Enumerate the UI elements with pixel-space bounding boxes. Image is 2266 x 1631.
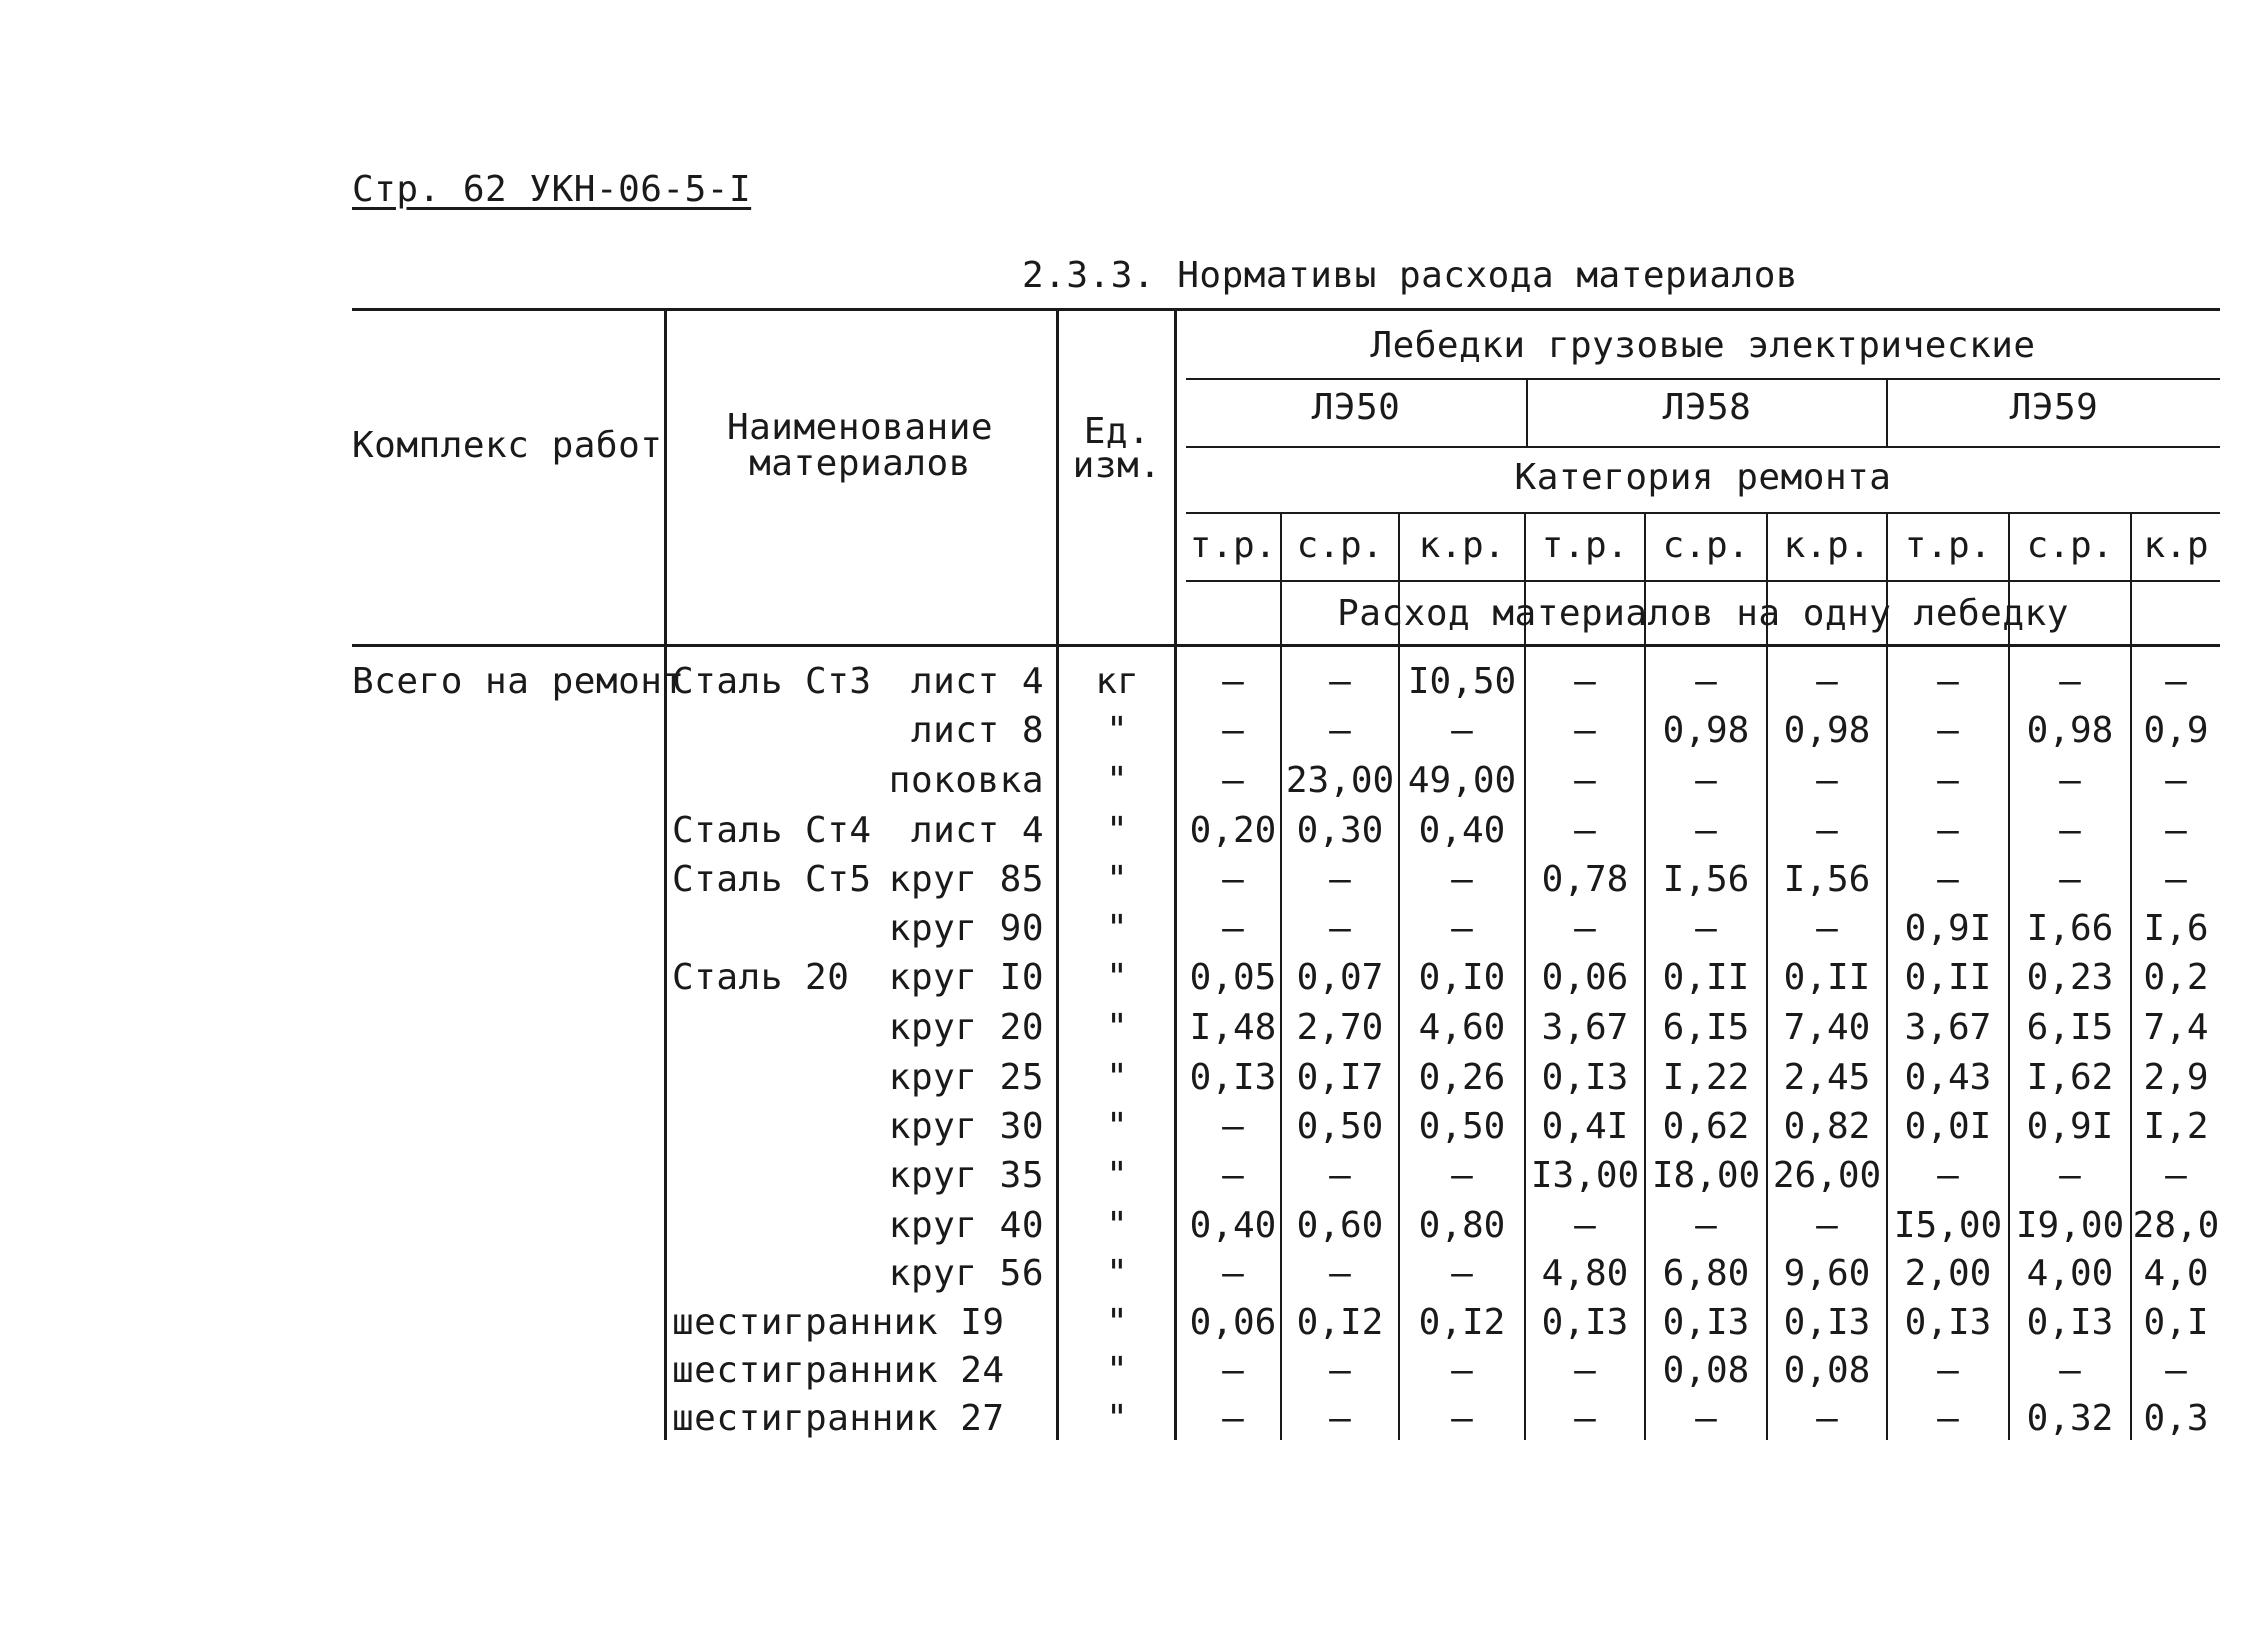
row-value: 2,9 (2143, 1057, 2209, 1098)
row-value: – (1451, 859, 1473, 900)
row-value: 3,67 (1541, 1007, 1629, 1048)
row-value: – (1574, 1205, 1596, 1246)
row-material: шестигранник 27 (672, 1398, 1005, 1439)
row-value: 0,30 (1296, 810, 1384, 851)
header-bottom-rule (352, 644, 2220, 647)
row-value: – (1937, 710, 1959, 751)
row-value: 7,40 (1783, 1007, 1871, 1048)
row-value: – (1695, 1205, 1717, 1246)
category-1: т.р. (1189, 525, 1277, 566)
model-le50: ЛЭ50 (1311, 387, 1401, 428)
row-value: 0,3 (2143, 1398, 2209, 1439)
row-value: – (1937, 760, 1959, 801)
row-value: 0,06 (1541, 957, 1629, 998)
row-material: Сталь Ст4 (672, 810, 872, 851)
row-value: – (1451, 908, 1473, 949)
row-size: круг 35 (888, 1155, 1044, 1196)
row-value: – (1451, 1350, 1473, 1391)
row-value: – (2165, 810, 2187, 851)
row-value: – (1574, 760, 1596, 801)
row-unit: " (1106, 760, 1128, 801)
row-value: 6,80 (1662, 1253, 1750, 1294)
category-4: т.р. (1541, 525, 1629, 566)
row-material: шестигранник 24 (672, 1350, 1005, 1391)
row-value: – (1329, 661, 1351, 702)
row-value: – (1574, 908, 1596, 949)
row-value: 0,2 (2143, 957, 2209, 998)
category-title-rule (1186, 512, 2220, 514)
row-unit: " (1106, 1007, 1128, 1048)
col-header-material-2: материалов (749, 443, 971, 484)
row-value: – (1937, 810, 1959, 851)
row-size: лист 4 (910, 661, 1044, 702)
row-value: 0,23 (2026, 957, 2114, 998)
row-unit: " (1106, 1302, 1128, 1343)
row-value: I,56 (1662, 859, 1750, 900)
row-value: – (2059, 1350, 2081, 1391)
group-title: Лебедки грузовые электрические (1370, 325, 2036, 366)
category-6: к.р. (1783, 525, 1871, 566)
row-unit: " (1106, 859, 1128, 900)
row-value: 0,I (2143, 1302, 2209, 1343)
row-value: 2,00 (1904, 1253, 1992, 1294)
row-value: – (1329, 1155, 1351, 1196)
group-header-rule (1186, 378, 2220, 380)
row-material: Сталь Ст5 (672, 859, 872, 900)
row-value: 0,I3 (2026, 1302, 2114, 1343)
row-value: 0,40 (1418, 810, 1506, 851)
category-2: с.р. (1296, 525, 1384, 566)
row-size: круг 56 (888, 1253, 1044, 1294)
col-divider-material (1056, 308, 1059, 1440)
row-value: I,6 (2143, 908, 2209, 949)
row-value: 0,I3 (1541, 1302, 1629, 1343)
row-value: – (1222, 1398, 1244, 1439)
row-value: 0,0I (1904, 1106, 1992, 1147)
row-value: – (2059, 859, 2081, 900)
row-size: круг 90 (888, 908, 1044, 949)
row-value: 6,I5 (1662, 1007, 1750, 1048)
row-value: 0,07 (1296, 957, 1384, 998)
row-value: – (1329, 859, 1351, 900)
row-value: 0,05 (1189, 957, 1277, 998)
row-value: – (1329, 908, 1351, 949)
row-value: 0,II (1904, 957, 1992, 998)
row-value: – (1816, 1205, 1838, 1246)
row-value: I,62 (2026, 1057, 2114, 1098)
row-unit: " (1106, 1253, 1128, 1294)
category-rule (1186, 580, 2220, 582)
row-value: – (1816, 908, 1838, 949)
row-value: 0,I2 (1418, 1302, 1506, 1343)
row-value: – (1695, 810, 1717, 851)
row-size: поковка (888, 760, 1044, 801)
row-value: 2,70 (1296, 1007, 1384, 1048)
row-size: лист 8 (910, 710, 1044, 751)
row-value: – (1695, 908, 1717, 949)
row-material: шестигранник I9 (672, 1302, 1005, 1343)
row-value: – (1329, 1253, 1351, 1294)
row-value: 0,I3 (1783, 1302, 1871, 1343)
row-value: – (1574, 1350, 1596, 1391)
row-material: Сталь 20 (672, 957, 850, 998)
row-value: – (1937, 661, 1959, 702)
row-unit: " (1106, 1205, 1128, 1246)
row-value: I,2 (2143, 1106, 2209, 1147)
row-value: 0,98 (1783, 710, 1871, 751)
row-value: – (1574, 710, 1596, 751)
row-value: – (1816, 810, 1838, 851)
row-value: I,22 (1662, 1057, 1750, 1098)
row-value: – (1695, 760, 1717, 801)
row-value: – (1816, 760, 1838, 801)
row-size: лист 4 (910, 810, 1044, 851)
row-value: 49,00 (1407, 760, 1517, 801)
model-le58: ЛЭ58 (1662, 387, 1752, 428)
row-value: 0,26 (1418, 1057, 1506, 1098)
page-edge-mask (2220, 290, 2266, 1490)
row-value: – (1937, 859, 1959, 900)
row-unit: " (1106, 1106, 1128, 1147)
row-value: 0,60 (1296, 1205, 1384, 1246)
row-value: 0,I3 (1541, 1057, 1629, 1098)
category-5: с.р. (1662, 525, 1750, 566)
row-value: I5,00 (1893, 1205, 2003, 1246)
row-value: – (2059, 810, 2081, 851)
row-unit: " (1106, 810, 1128, 851)
row-value: 3,67 (1904, 1007, 1992, 1048)
row-value: 0,I7 (1296, 1057, 1384, 1098)
row-value: 0,II (1783, 957, 1871, 998)
row-value: 0,78 (1541, 859, 1629, 900)
row-value: I3,00 (1530, 1155, 1640, 1196)
row-value: 0,62 (1662, 1106, 1750, 1147)
row-value: – (2059, 760, 2081, 801)
row-value: – (1222, 760, 1244, 801)
row-value: – (1451, 1253, 1473, 1294)
row-unit: " (1106, 1398, 1128, 1439)
table-top-rule (352, 308, 2220, 311)
row-value: – (2059, 1155, 2081, 1196)
row-value: – (1222, 710, 1244, 751)
consumption-title: Расход материалов на одну лебедку (1337, 593, 2069, 634)
row-value: – (1222, 908, 1244, 949)
row-value: 4,80 (1541, 1253, 1629, 1294)
page-header: Стр. 62 УКН-06-5-I (352, 169, 752, 210)
row-value: I9,00 (2015, 1205, 2125, 1246)
row-value: 0,20 (1189, 810, 1277, 851)
row-value: – (1937, 1350, 1959, 1391)
row-value: 0,4I (1541, 1106, 1629, 1147)
row-unit: " (1106, 1155, 1128, 1196)
row-unit: " (1106, 957, 1128, 998)
model-rule (1186, 446, 2220, 448)
row-value: 0,I3 (1189, 1057, 1277, 1098)
category-3: к.р. (1418, 525, 1506, 566)
row-value: – (1451, 710, 1473, 751)
row-value: I,48 (1189, 1007, 1277, 1048)
row-value: – (1451, 1155, 1473, 1196)
table-title: 2.3.3. Нормативы расхода материалов (1022, 255, 1799, 296)
row-value: 0,82 (1783, 1106, 1871, 1147)
col-header-complex: Комплекс работ (352, 425, 663, 466)
row-value: – (1222, 1155, 1244, 1196)
col-header-material-1: Наименование (726, 407, 994, 448)
col-header-unit-2: изм. (1072, 445, 1162, 486)
col-divider-unit (1174, 308, 1177, 1440)
row-value: 9,60 (1783, 1253, 1871, 1294)
row-value: – (1937, 1398, 1959, 1439)
category-7: т.р. (1904, 525, 1992, 566)
row-value: 0,43 (1904, 1057, 1992, 1098)
row-value: 0,98 (1662, 710, 1750, 751)
row-value: – (1329, 1398, 1351, 1439)
row-value: 0,40 (1189, 1205, 1277, 1246)
row-value: 0,9I (2026, 1106, 2114, 1147)
row-value: 0,I3 (1904, 1302, 1992, 1343)
row-value: 0,50 (1418, 1106, 1506, 1147)
row-value: – (2059, 661, 2081, 702)
row-size: круг 85 (888, 859, 1044, 900)
row-value: 0,I3 (1662, 1302, 1750, 1343)
row-value: – (2165, 1350, 2187, 1391)
row-value: – (1574, 1398, 1596, 1439)
row-value: 0,32 (2026, 1398, 2114, 1439)
row-value: – (1329, 710, 1351, 751)
row-value: 4,0 (2143, 1253, 2209, 1294)
col-divider-complex (664, 308, 667, 1440)
row-size: круг 25 (888, 1057, 1044, 1098)
row-value: 0,06 (1189, 1302, 1277, 1343)
row-size: круг 20 (888, 1007, 1044, 1048)
complex-value: Всего на ремонт (352, 661, 685, 702)
row-value: – (1816, 661, 1838, 702)
row-value: I,66 (2026, 908, 2114, 949)
row-value: – (1222, 1106, 1244, 1147)
row-value: 0,50 (1296, 1106, 1384, 1147)
row-value: – (1816, 1398, 1838, 1439)
row-value: – (1695, 661, 1717, 702)
row-value: 0,80 (1418, 1205, 1506, 1246)
row-value: – (1329, 1350, 1351, 1391)
row-value: – (1451, 1398, 1473, 1439)
category-title: Категория ремонта (1514, 457, 1892, 498)
row-value: 0,I0 (1418, 957, 1506, 998)
row-size: круг I0 (888, 957, 1044, 998)
row-value: – (1222, 1253, 1244, 1294)
row-value: – (1937, 1155, 1959, 1196)
row-value: – (2165, 859, 2187, 900)
row-value: – (1222, 661, 1244, 702)
row-value: 7,4 (2143, 1007, 2209, 1048)
row-value: 23,00 (1285, 760, 1395, 801)
row-value: – (1222, 1350, 1244, 1391)
row-value: 0,9I (1904, 908, 1992, 949)
row-value: 26,00 (1772, 1155, 1882, 1196)
row-value: 6,I5 (2026, 1007, 2114, 1048)
row-unit: " (1106, 710, 1128, 751)
row-value: I0,50 (1407, 661, 1517, 702)
row-value: – (2165, 1155, 2187, 1196)
row-value: 28,0 (2132, 1205, 2220, 1246)
row-unit: " (1106, 1057, 1128, 1098)
row-value: 0,II (1662, 957, 1750, 998)
row-value: – (1695, 1398, 1717, 1439)
row-value: 0,9 (2143, 710, 2209, 751)
model-le59: ЛЭ59 (2009, 387, 2099, 428)
row-value: – (1222, 859, 1244, 900)
row-size: круг 30 (888, 1106, 1044, 1147)
row-value: 0,08 (1783, 1350, 1871, 1391)
row-material: Сталь Ст3 (672, 661, 872, 702)
row-value: – (1574, 661, 1596, 702)
row-value: 4,60 (1418, 1007, 1506, 1048)
row-value: 0,08 (1662, 1350, 1750, 1391)
row-unit: " (1106, 1350, 1128, 1391)
row-value: 0,98 (2026, 710, 2114, 751)
col-header-unit-1: Ед. (1083, 411, 1151, 452)
category-8: с.р. (2026, 525, 2114, 566)
row-value: I,56 (1783, 859, 1871, 900)
row-value: 4,00 (2026, 1253, 2114, 1294)
row-value: I8,00 (1651, 1155, 1761, 1196)
row-value: – (1574, 810, 1596, 851)
row-value: – (2165, 661, 2187, 702)
row-unit: " (1106, 908, 1128, 949)
row-unit: кг (1095, 661, 1139, 702)
row-value: 0,I2 (1296, 1302, 1384, 1343)
row-value: 2,45 (1783, 1057, 1871, 1098)
row-value: – (2165, 760, 2187, 801)
row-size: круг 40 (888, 1205, 1044, 1246)
category-9: к.р (2143, 525, 2209, 566)
